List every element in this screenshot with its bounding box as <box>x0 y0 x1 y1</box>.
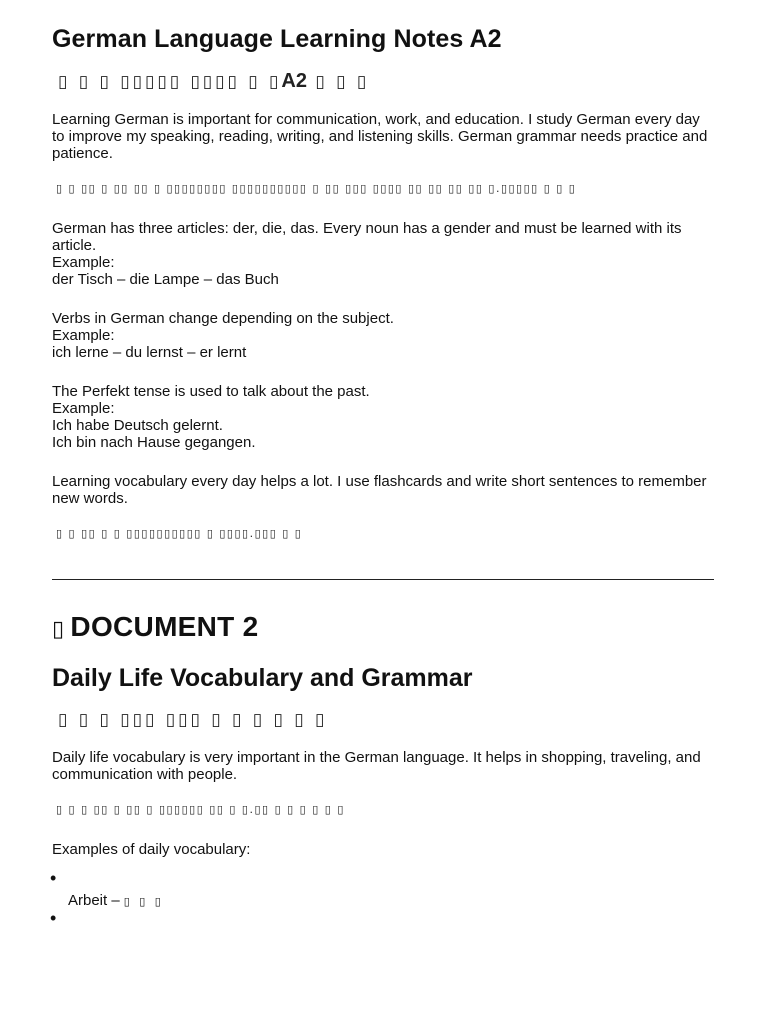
subtitle-glyphs: ▯ ▯ ▯ ▯▯▯▯▯ ▯▯▯▯ ▯ ▯ <box>58 72 282 92</box>
vocab-translation-glyphs: ▯ ▯ ▯ <box>123 895 164 908</box>
vocab-paragraph: Learning vocabulary every day helps a lot. I use flashcards and write short sentences to remember new words. <box>52 473 707 507</box>
articles-example: der Tisch – die Lampe – das Buch <box>52 271 279 288</box>
articles-paragraph: German has three articles: der, die, das. Every noun has a gender and must be learned with its article. <box>52 220 682 254</box>
daily-intro-section <box>52 749 714 783</box>
list-item <box>50 868 714 918</box>
bullet-icon: • <box>50 908 57 928</box>
bullet-icon: • <box>50 868 57 888</box>
vocab-list <box>50 868 714 958</box>
section-title: Daily Life Vocabulary and Grammar <box>52 664 473 692</box>
intro-paragraph: Learning German is important for communication, work, and education. I study German every day to improve my speaking, reading, writing, and listening skills. German grammar needs practice and patience. <box>52 111 708 162</box>
verbs-section <box>52 310 714 361</box>
verbs-example: ich lerne – du lernst – er lernt <box>52 344 247 361</box>
vocab-section <box>52 473 714 507</box>
vocab-entry <box>68 918 714 950</box>
vocab-word: Arbeit – <box>68 892 120 909</box>
section-subtitle: ▯ ▯ ▯ ▯▯▯ ▯▯▯ ▯ ▯ ▯ ▯ ▯ ▯ <box>58 710 328 730</box>
vocab-translation: ▯ ▯ ▯▯ ▯ ▯ ▯▯▯▯▯▯▯▯▯▯ ▯ ▯▯▯▯.▯▯▯ ▯ ▯ <box>56 527 303 540</box>
document-icon: ▯ <box>52 617 65 642</box>
intro-translation: ▯ ▯ ▯▯ ▯ ▯▯ ▯▯ ▯ ▯▯▯▯▯▯▯▯ ▯▯▯▯▯▯▯▯▯▯ ▯ ▯▯ ▯▯▯ ▯▯▯▯ ▯▯ ▯▯ ▯▯ ▯▯ ▯.▯▯▯▯▯ ▯ ▯ ▯ <box>56 182 577 195</box>
perfekt-example-2: Ich bin nach Hause gegangen. <box>52 434 256 451</box>
document-2-label-text: DOCUMENT 2 <box>70 611 259 642</box>
list-item <box>50 908 714 958</box>
articles-section <box>52 220 714 288</box>
verbs-paragraph: Verbs in German change depending on the subject. <box>52 310 394 327</box>
verbs-example-label: Example: <box>52 327 115 344</box>
examples-section <box>52 841 714 858</box>
vocab-entry <box>68 878 714 910</box>
perfekt-section <box>52 383 714 451</box>
document-title: German Language Learning Notes A2 <box>52 25 502 53</box>
document-2-label <box>52 610 714 647</box>
articles-example-label: Example: <box>52 254 115 271</box>
subtitle-tail-glyphs: ▯ ▯ ▯ <box>306 72 370 92</box>
section-divider <box>52 579 714 580</box>
daily-intro-paragraph: Daily life vocabulary is very important in the German language. It helps in shopping, traveling, and communication with people. <box>52 749 701 783</box>
subtitle-level-tag: A2 <box>281 70 307 92</box>
examples-heading: Examples of daily vocabulary: <box>52 841 251 858</box>
document-subtitle <box>58 68 714 95</box>
intro-section <box>52 111 714 162</box>
perfekt-example-1: Ich habe Deutsch gelernt. <box>52 417 223 434</box>
daily-intro-translation: ▯ ▯ ▯ ▯▯ ▯ ▯▯ ▯ ▯▯▯▯▯▯ ▯▯ ▯ ▯.▯▯ ▯ ▯ ▯ ▯ ▯ ▯ <box>56 803 345 816</box>
perfekt-paragraph: The Perfekt tense is used to talk about the past. <box>52 383 370 400</box>
document-page <box>52 0 714 958</box>
perfekt-example-label: Example: <box>52 400 115 417</box>
